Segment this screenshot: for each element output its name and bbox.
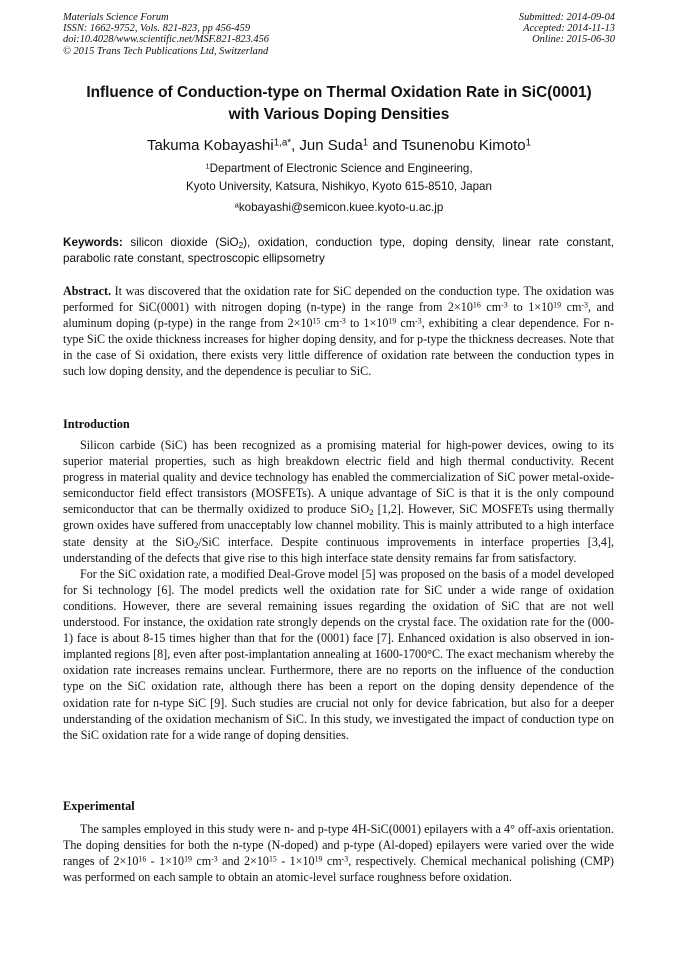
paragraph-text: cm (191, 854, 212, 869)
journal-name: Materials Science Forum (63, 12, 169, 23)
author-list (0, 137, 678, 155)
abstract-text: , and aluminum doping (p-type) in the range from 2×10 (63, 300, 614, 331)
abstract-text: , exhibiting a clear dependence. For n-type SiC the oxide thickness increases for higher doping density, and for p-type the thickness decreases. Note that in the case of Si oxidation, there exists very little difference of oxidation rate between the conduction types in such low doping density, and the dependence is peculiar to SiC. (63, 316, 614, 379)
affiliation-line-2: Kyoto University, Katsura, Nishikyo, Kyoto 615-8510, Japan (186, 180, 492, 193)
author-affil-mark: 1,a* (273, 137, 292, 149)
paragraph-text: - 1×10 (276, 854, 315, 869)
abstract-text: to 1×10 (507, 300, 554, 315)
abstract-superscript: 19 (553, 300, 562, 310)
abstract-text: cm (396, 316, 416, 331)
abstract (63, 283, 614, 380)
abstract-superscript: -3 (415, 316, 422, 326)
abstract-superscript: 15 (312, 316, 321, 326)
introduction-paragraph-2: For the SiC oxidation rate, a modified Deal-Grove model [5] was proposed on the basis of a model developed for Si technology [6]. The model predicts well the oxidation rate for SiC under a wide range of oxidation conditions. However, there are several remaining issues regarding the oxidation of SiC that are not well understood. For instance, the oxidation rate strongly depends on the crystal face. The oxidation rate for the (000-1) face is about 8-15 times higher than that for the (0001) face [7]. Enhanced oxidation is also observed in ion-implanted regions [8], even after post-implantation annealing at 1600-1700°C. The exact mechanism whereby the oxidation rate increases remains unclear. Furthermore, there are no reports on the influence of the conduction type on the SiC oxidation rate, although there has been a report on the doping density dependence of the oxidation rate for n-type SiC [9]. Such studies are crucial not only for device fabrication, but also for a deeper understanding of the oxidation mechanism of SiC. In this study, we investigated the impact of conduction type on the SiC oxidation rate for a wide range of doping densities. (63, 566, 614, 742)
introduction-heading: Introduction (63, 417, 130, 431)
author-separator: , Jun Suda (291, 137, 363, 154)
abstract-superscript: -3 (581, 300, 588, 310)
keywords-subscript: 2 (238, 241, 244, 251)
abstract-text: cm (480, 300, 502, 315)
email-link[interactable]: kobayashi@semicon.kuee.kyoto-u.ac.jp (238, 201, 444, 214)
paragraph-text: and 2×10 (217, 854, 269, 869)
abstract-text: It was discovered that the oxidation rate for SiC depended on the conduction type. The oxidation was performed for SiC(0001) with nitrogen doping (n-type) in the range from 2×10 (63, 284, 614, 315)
journal-doi: doi:10.4028/www.scientific.net/MSF.821-823.456 (63, 34, 269, 46)
abstract-text: cm (561, 300, 582, 315)
paragraph-text: - 1×10 (146, 854, 185, 869)
online-date: Online: 2015-06-30 (532, 34, 615, 46)
abstract-superscript: 16 (472, 300, 481, 310)
paragraph-text: /SiC interface. Despite continuous improvements in interface properties [3,4], understanding of the defects that give rise to this high interface state density remains far from satisfactory. (63, 534, 614, 565)
keywords-text: silicon dioxide (SiO (122, 236, 239, 249)
abstract-superscript: -3 (339, 316, 346, 326)
author-name: Takuma Kobayashi (146, 137, 274, 154)
email-mark: a (234, 200, 239, 210)
keywords-text: ), oxidation, conduction type, doping density, linear rate constant, parabolic rate constant, spectroscopic ellipsometry (63, 236, 614, 265)
journal-info (63, 12, 269, 57)
subscript: 2 (369, 507, 374, 518)
experimental-body (63, 821, 614, 885)
experimental-paragraph-1 (63, 821, 614, 885)
introduction-body (63, 437, 614, 743)
author-affil-mark: 1 (525, 137, 532, 149)
superscript: 16 (138, 854, 147, 864)
submitted-date: Submitted: 2014-09-04 (518, 12, 615, 23)
introduction-paragraph-1 (63, 437, 614, 566)
title-line-2: with Various Doping Densities (228, 106, 450, 123)
abstract-superscript: -3 (501, 300, 508, 310)
paragraph-text: Silicon carbide (SiC) has been recognized as a promising material for high-power devices, owing to its superior material properties, such as high breakdown electric field and high thermal conductivity. Recent progress in material quality and device technology has enabled the commercialization of SiC power metal-oxide-semiconductor field effect transistors (MOSFETs). A unique advantage of SiC is that it is the only compound semiconductor that can be thermally oxidized to produce SiO (63, 438, 614, 517)
abstract-label: Abstract. (63, 284, 112, 298)
affil-mark: 1 (205, 161, 210, 171)
affiliation-text: Department of Electronic Science and Engineering, (209, 162, 473, 175)
keywords-label: Keywords: (63, 236, 123, 249)
paragraph-text: cm (322, 854, 342, 869)
paragraph-text: [1,2]. However, SiC MOSFETs using thermally grown oxides have suffered from unacceptably low channel mobility. This is mainly attributed to a high interface state density at the SiO (63, 502, 614, 549)
abstract-text: to 1×10 (345, 316, 389, 331)
abstract-superscript: 19 (388, 316, 397, 326)
paragraph-text: The samples employed in this study were n- and p-type 4H-SiC(0001) epilayers with a 4° off-axis orientation. The doping densities for both the n-type (N-doped) and p-type (Al-doped) epilayers were varied over the wide ranges of 2×10 (63, 822, 614, 869)
author-separator: and Tsunenobu Kimoto (368, 137, 526, 154)
author-affil-mark: 1 (362, 137, 369, 149)
superscript: -3 (211, 854, 218, 864)
superscript: 19 (314, 854, 323, 864)
affiliation-line-1 (0, 162, 678, 176)
journal-issn: ISSN: 1662-9752, Vols. 821-823, pp 456-459 (63, 23, 251, 35)
superscript: -3 (341, 854, 349, 864)
submission-dates (519, 12, 615, 46)
accepted-date: Accepted: 2014-11-13 (523, 23, 615, 35)
journal-copyright: © 2015 Trans Tech Publications Ltd, Switzerland (63, 45, 269, 57)
paragraph-text: , respectively. Chemical mechanical polishing (CMP) was performed on each sample to obtain an atomic-level surface roughness before oxidation. (63, 854, 614, 885)
paper-title (40, 82, 638, 126)
keywords (63, 235, 614, 267)
superscript: 19 (184, 854, 192, 864)
author-email (0, 201, 678, 215)
subscript: 2 (194, 539, 199, 550)
experimental-heading: Experimental (63, 799, 135, 813)
abstract-text: cm (320, 316, 340, 331)
title-line-1: Influence of Conduction-type on Thermal Oxidation Rate in SiC(0001) (86, 84, 592, 101)
superscript: 15 (268, 854, 277, 864)
